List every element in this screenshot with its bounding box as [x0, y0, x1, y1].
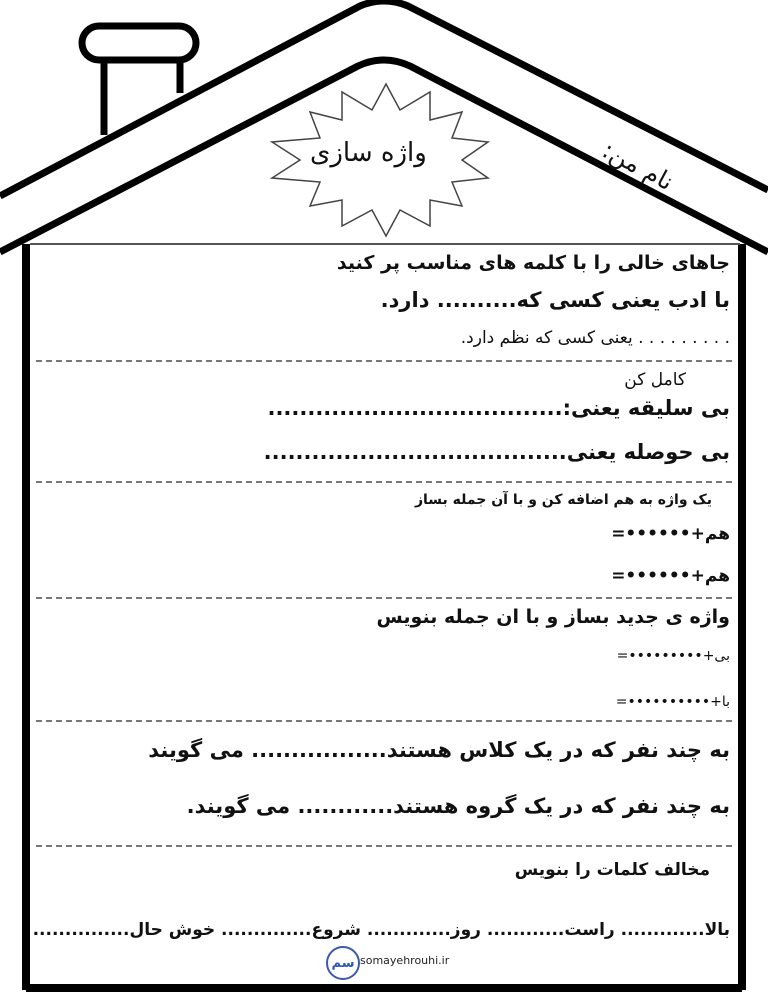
- section-2-line-2: بی حوصله یعنی......................................: [263, 440, 730, 464]
- section-3-line-2: هم+••••••=: [611, 566, 730, 586]
- divider: [36, 597, 732, 599]
- section-4-heading: واژه ی جدید بساز و با ان جمله بنویس: [376, 606, 730, 628]
- section-3-line-1: هم+••••••=: [611, 524, 730, 544]
- name-label: نام من:: [597, 135, 678, 197]
- divider: [36, 845, 732, 847]
- logo-text: سم: [331, 955, 355, 971]
- site-logo-icon: [326, 946, 360, 980]
- section-5-line-2: به چند نفر که در یک گروه هستند............ می گویند.: [186, 794, 730, 818]
- chimney-cap: [82, 26, 196, 60]
- divider: [36, 360, 732, 362]
- section-2-line-1: بی سلیقه یعنی:.....................................: [267, 396, 730, 420]
- section-2-heading: کامل کن: [624, 370, 686, 390]
- divider: [36, 720, 732, 722]
- section-6-line-1: بالا............. راست............ روز............. شروع.............. خوش حال...............: [32, 920, 730, 940]
- section-4-line-2: با+••••••••••=: [615, 694, 730, 710]
- section-1-line-2: . . . . . . . . . یعنی کسی که نظم دارد.: [460, 328, 730, 348]
- section-1-line-1: با ادب یعنی کسی که.......... دارد.: [380, 288, 730, 312]
- section-3-heading: یک واژه به هم اضافه کن و با آن جمله بساز: [414, 492, 712, 508]
- divider: [36, 481, 732, 483]
- worksheet-title: واژه سازی: [310, 138, 427, 168]
- site-url: somayehrouhi.ir: [360, 954, 450, 967]
- section-4-line-1: بی+•••••••••=: [616, 648, 730, 664]
- section-5-line-1: به چند نفر که در یک کلاس هستند................. می گویند: [148, 738, 730, 762]
- section-6-heading: مخالف کلمات را بنویس: [514, 860, 710, 880]
- section-1-heading: جاهای خالی را با کلمه های مناسب پر کنید: [336, 252, 730, 274]
